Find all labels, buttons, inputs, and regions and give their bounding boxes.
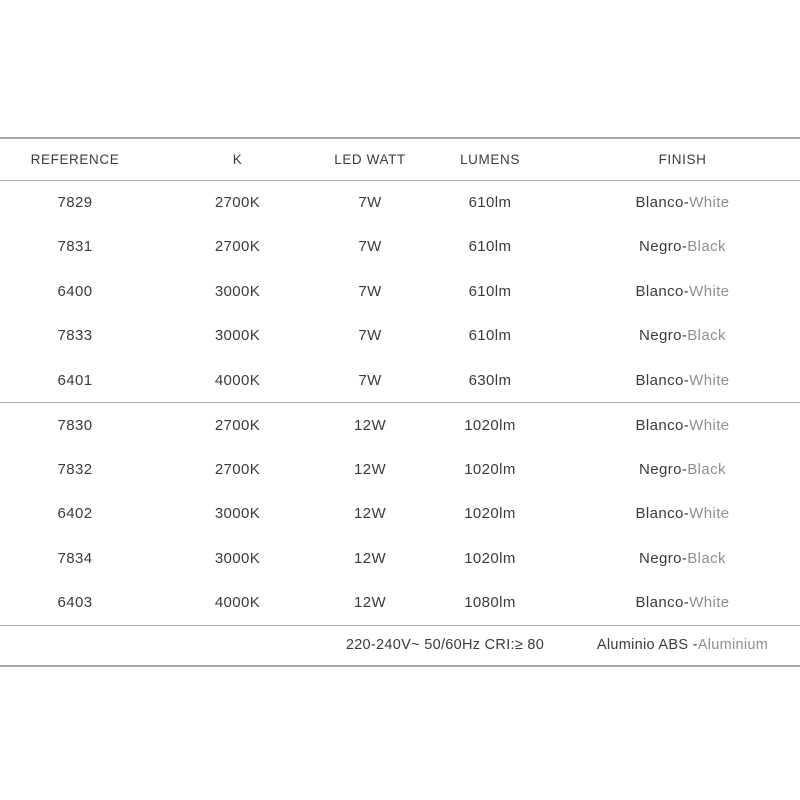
finish-primary: Blanco- <box>635 194 690 211</box>
finish-secondary: White <box>689 505 730 523</box>
cell-lumens: 1020lm <box>464 460 516 478</box>
table-row <box>0 536 800 581</box>
finish-primary: Blanco- <box>635 371 690 389</box>
cell-finish <box>565 581 800 626</box>
cell-lumens: 1080lm <box>464 594 516 611</box>
cell-finish <box>565 492 800 537</box>
cell-lumens: 1020lm <box>464 549 516 567</box>
cell-led-watt: 12W <box>353 505 387 523</box>
cell-k: 3000K <box>214 505 261 523</box>
cell-led-watt: 12W <box>353 460 387 478</box>
footer-electrical-spec: 220-240V~ 50/60Hz CRI:≥ 80 <box>325 625 565 666</box>
cell-k: 2700K <box>214 194 261 211</box>
cell-led-watt: 12W <box>353 416 387 434</box>
table-row <box>0 581 800 626</box>
cell-reference: 7834 <box>57 549 93 567</box>
finish-secondary: White <box>689 371 730 389</box>
finish-secondary: Black <box>687 238 726 256</box>
table-row <box>0 447 800 492</box>
cell-finish <box>565 180 800 225</box>
table-row <box>0 492 800 537</box>
table-row <box>0 403 800 448</box>
header-lumens: LUMENS <box>415 138 565 180</box>
cell-lumens: 610lm <box>468 238 512 256</box>
cell-lumens: 1020lm <box>464 416 516 434</box>
spec-table <box>0 137 800 667</box>
footer-material <box>565 625 800 666</box>
cell-reference: 7829 <box>57 194 93 211</box>
cell-k: 3000K <box>214 327 261 345</box>
header-row <box>0 138 800 180</box>
cell-led-watt: 7W <box>358 282 382 300</box>
cell-reference: 7832 <box>57 460 93 478</box>
cell-k: 3000K <box>214 549 261 567</box>
cell-reference: 7830 <box>57 416 93 434</box>
finish-primary: Blanco- <box>635 594 690 611</box>
finish-primary: Negro- <box>639 327 688 345</box>
cell-led-watt: 7W <box>358 194 382 211</box>
cell-k: 4000K <box>214 594 261 611</box>
cell-k: 4000K <box>214 371 261 389</box>
cell-reference: 7831 <box>57 238 93 256</box>
header-reference: REFERENCE <box>0 138 150 180</box>
table-row <box>0 180 800 225</box>
cell-finish <box>565 314 800 359</box>
table-row <box>0 314 800 359</box>
cell-finish <box>565 447 800 492</box>
cell-reference: 6401 <box>57 371 93 389</box>
cell-lumens: 610lm <box>468 327 512 345</box>
finish-secondary: White <box>689 282 730 300</box>
finish-primary: Blanco- <box>635 282 690 300</box>
cell-led-watt: 12W <box>353 594 387 611</box>
material-primary: Aluminio ABS - <box>596 637 698 654</box>
finish-primary: Blanco- <box>635 505 690 523</box>
cell-reference: 7833 <box>57 327 93 345</box>
table-header <box>0 138 800 180</box>
footer-spacer <box>0 625 325 666</box>
cell-lumens: 630lm <box>468 371 512 389</box>
cell-reference: 6402 <box>57 505 93 523</box>
table-footer <box>0 625 800 666</box>
cell-reference: 6400 <box>57 282 93 300</box>
cell-k: 2700K <box>214 460 261 478</box>
finish-secondary: White <box>689 194 730 211</box>
header-led-watt: LED WATT <box>325 138 415 180</box>
footer-row <box>0 625 800 666</box>
finish-primary: Negro- <box>639 549 688 567</box>
cell-lumens: 1020lm <box>464 505 516 523</box>
cell-k: 2700K <box>214 416 261 434</box>
finish-secondary: White <box>689 594 730 611</box>
cell-finish <box>565 225 800 270</box>
group-12w <box>0 403 800 626</box>
finish-secondary: Black <box>687 549 726 567</box>
cell-finish <box>565 403 800 448</box>
finish-secondary: Black <box>687 460 726 478</box>
table-row <box>0 225 800 270</box>
cell-k: 2700K <box>214 238 261 256</box>
group-7w <box>0 180 800 403</box>
cell-finish <box>565 269 800 314</box>
finish-secondary: White <box>689 416 730 434</box>
header-finish: FINISH <box>565 138 800 180</box>
cell-k: 3000K <box>214 282 261 300</box>
cell-led-watt: 7W <box>358 327 382 345</box>
cell-led-watt: 12W <box>353 549 387 567</box>
cell-lumens: 610lm <box>468 194 512 211</box>
finish-secondary: Black <box>687 327 726 345</box>
header-k: K <box>150 138 325 180</box>
finish-primary: Negro- <box>639 460 688 478</box>
table-row <box>0 269 800 314</box>
cell-finish <box>565 358 800 403</box>
finish-primary: Blanco- <box>635 416 690 434</box>
material-secondary: Aluminium <box>697 637 769 654</box>
cell-finish <box>565 536 800 581</box>
cell-reference: 6403 <box>57 594 93 611</box>
cell-led-watt: 7W <box>358 238 382 256</box>
cell-lumens: 610lm <box>468 282 512 300</box>
table-row <box>0 358 800 403</box>
cell-led-watt: 7W <box>358 371 382 389</box>
finish-primary: Negro- <box>639 238 688 256</box>
